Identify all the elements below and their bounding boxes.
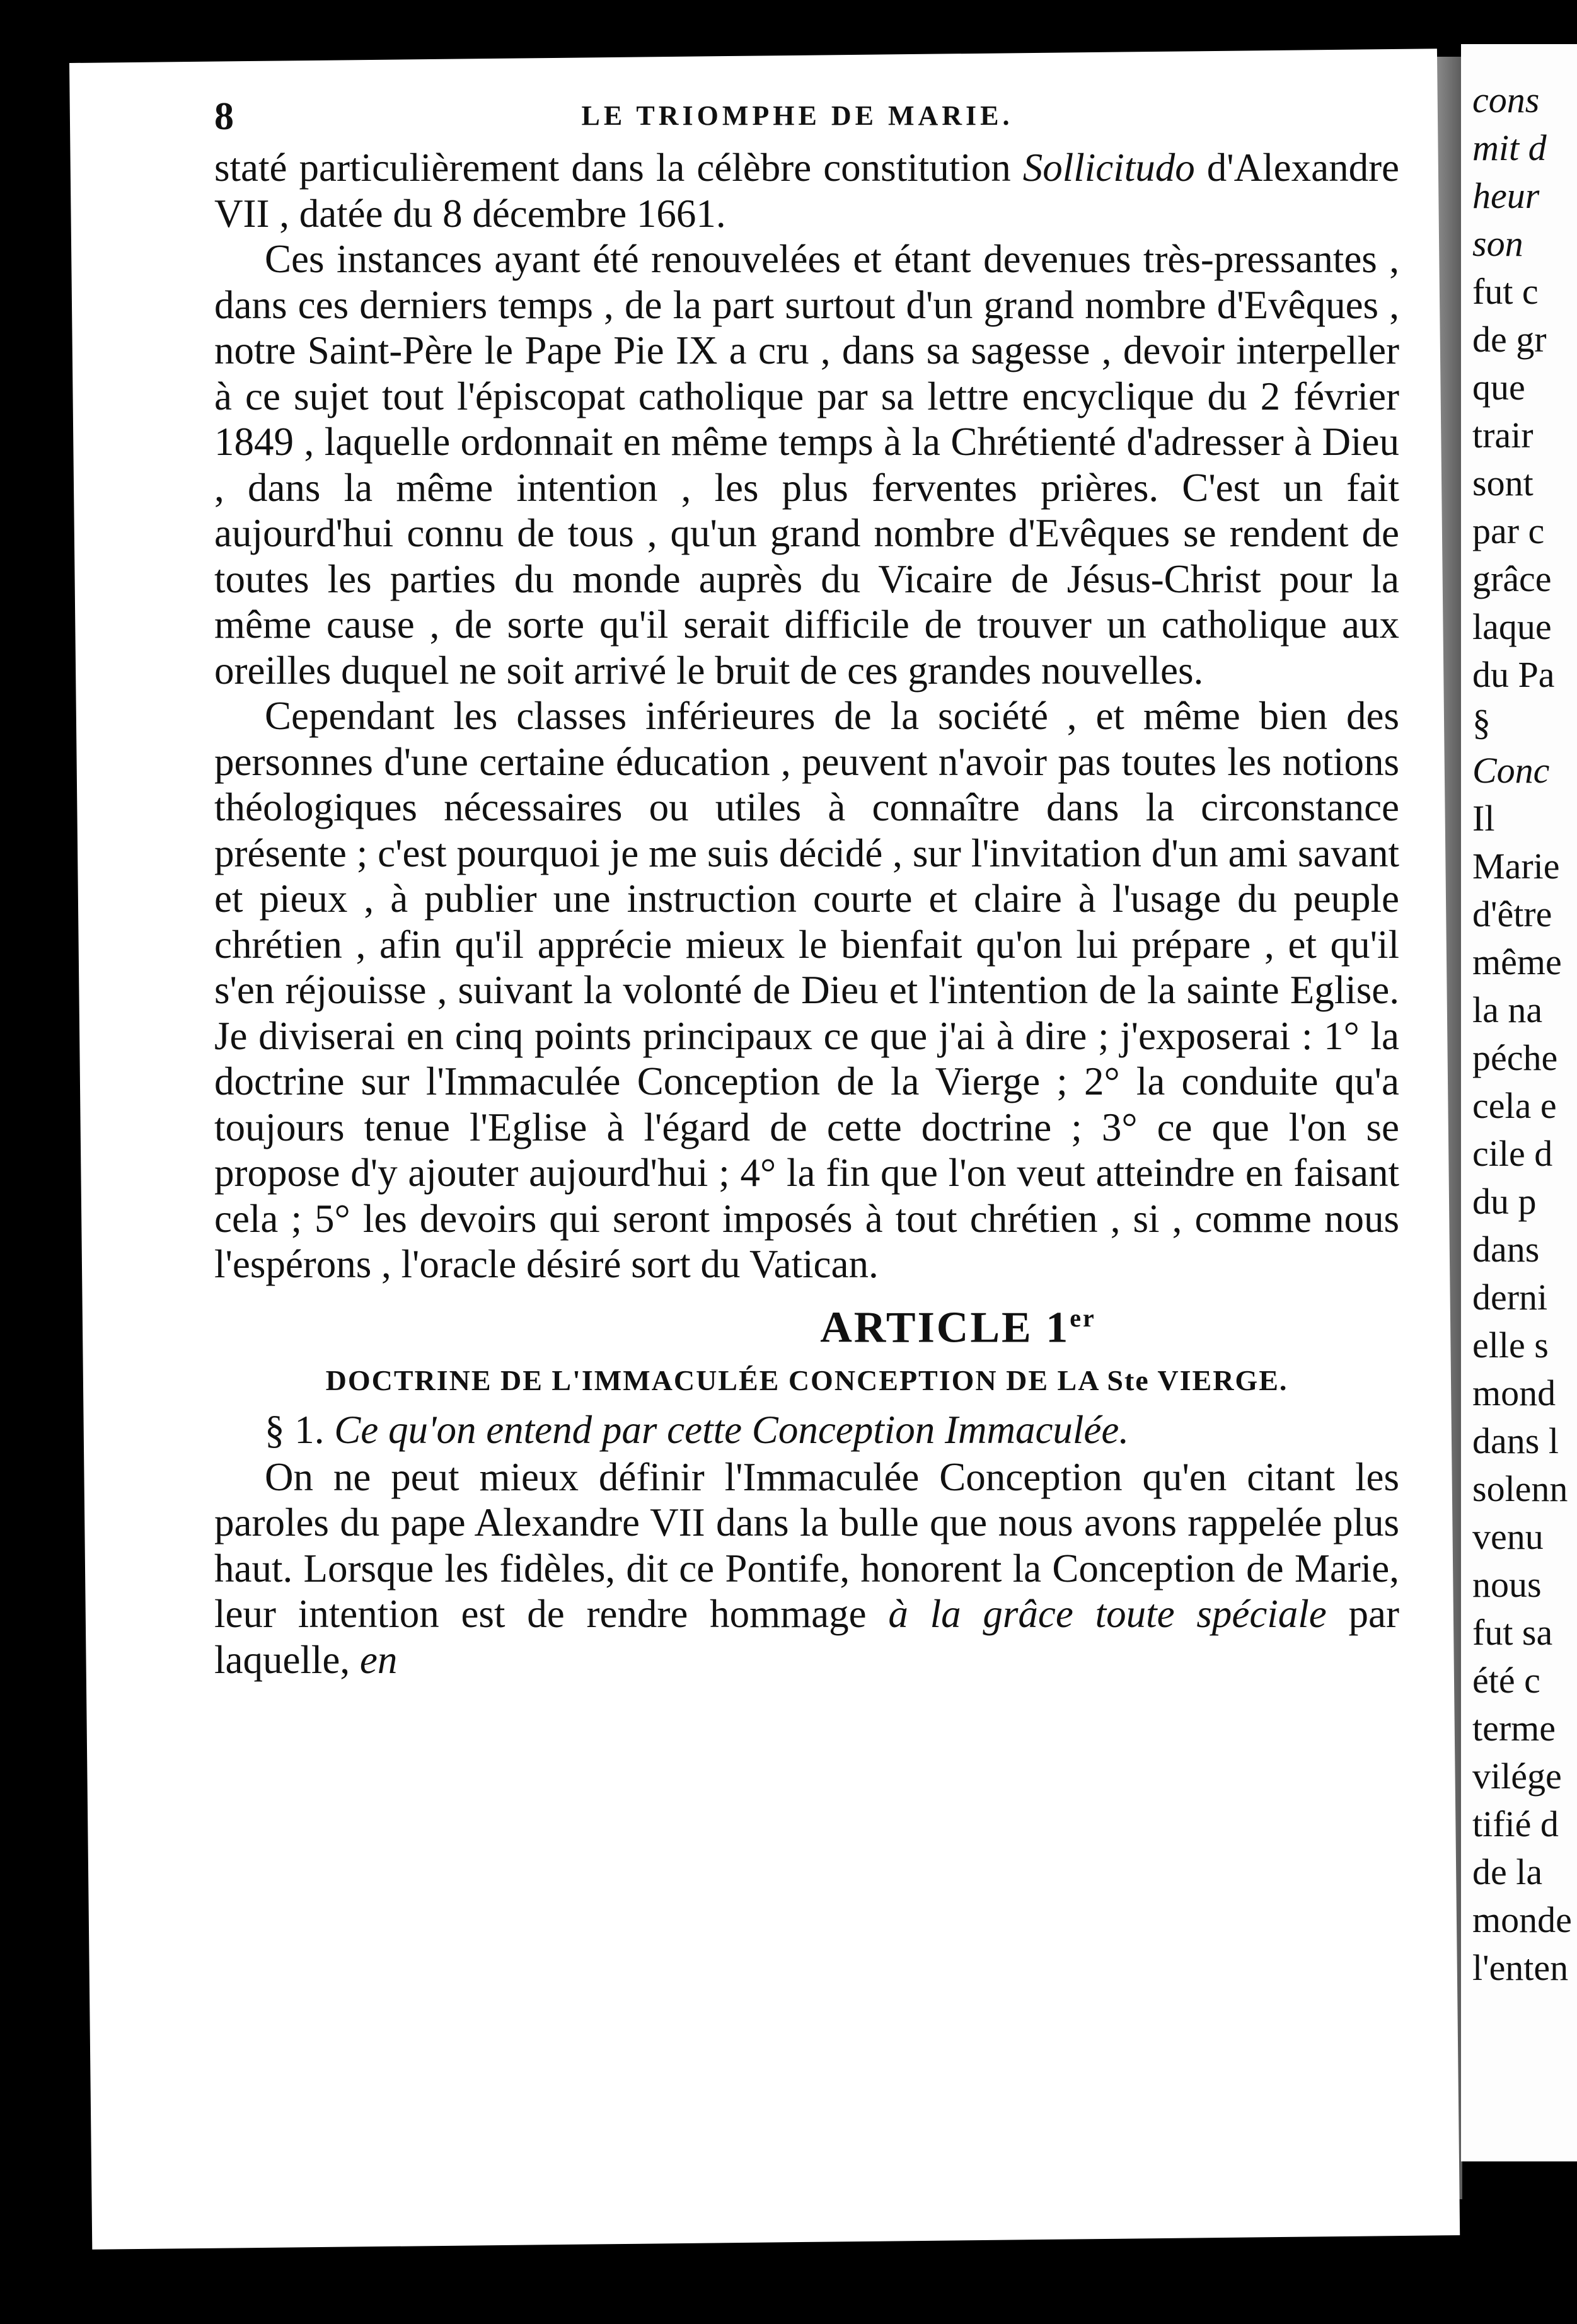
- text-segment: à la grâce toute spéciale: [888, 1592, 1327, 1637]
- facing-page-line: Conc: [1472, 750, 1550, 791]
- facing-page-line: son: [1472, 223, 1523, 264]
- facing-page-line: heur: [1472, 175, 1540, 216]
- facing-page-line: cile d: [1472, 1133, 1553, 1174]
- facing-page-line: laque: [1472, 606, 1552, 647]
- facing-page-line: solenn: [1472, 1468, 1568, 1509]
- text-segment: en: [359, 1637, 398, 1682]
- facing-page-line: que: [1472, 367, 1525, 408]
- facing-page-line: la na: [1472, 989, 1543, 1030]
- facing-page-line: nous: [1472, 1564, 1542, 1605]
- facing-page-line: du Pa: [1472, 654, 1555, 695]
- article-title: [517, 1290, 1399, 1356]
- page-header: [214, 95, 1380, 145]
- facing-page-line: fut c: [1472, 271, 1539, 312]
- paragraph-4: [214, 1454, 1399, 1683]
- facing-page-line: tifié d: [1472, 1803, 1559, 1844]
- facing-page-line: de gr: [1472, 319, 1547, 360]
- facing-page-line: été c: [1472, 1660, 1540, 1701]
- text-segment: par laquelle,: [214, 1592, 1399, 1682]
- section-number: § 1.: [265, 1407, 325, 1452]
- facing-page-line: d'être: [1472, 894, 1552, 935]
- section-heading: [214, 1405, 1399, 1454]
- facing-page-line: mit d: [1472, 127, 1547, 168]
- facing-page-line: mond: [1472, 1372, 1556, 1413]
- facing-page-line: terme: [1472, 1708, 1556, 1749]
- paragraph-2: [214, 236, 1399, 693]
- article-title-sup: er: [1070, 1303, 1096, 1332]
- facing-page-line: §: [1472, 702, 1491, 743]
- text-segment: Sollicitudo: [1022, 146, 1195, 190]
- facing-page-line: venu: [1472, 1516, 1544, 1557]
- facing-page-line: derni: [1472, 1277, 1548, 1318]
- text-segment: d'Alexandre VII , datée du 8 décembre 1661.: [214, 146, 1400, 236]
- facing-page-line: cons: [1472, 79, 1540, 120]
- facing-page-line: dans l: [1472, 1420, 1559, 1461]
- body-text: [214, 145, 1399, 1683]
- facing-page-line: par c: [1472, 510, 1545, 551]
- facing-page-fragment: [1461, 44, 1577, 2161]
- facing-page-line: trair: [1472, 415, 1534, 456]
- section-title: Ce qu'on entend par cette Conception Immaculée.: [334, 1407, 1129, 1452]
- facing-page-line: cela e: [1472, 1085, 1557, 1126]
- facing-page-line: dans: [1472, 1229, 1540, 1270]
- paragraph-1: [214, 145, 1399, 236]
- facing-page-line: monde: [1472, 1899, 1572, 1940]
- facing-page-line: vilége: [1472, 1756, 1562, 1797]
- paragraph-3: [214, 693, 1399, 1287]
- facing-page-line: fut sa: [1472, 1612, 1553, 1653]
- facing-page-line: péche: [1472, 1037, 1558, 1078]
- article-title-text: ARTICLE 1: [820, 1303, 1070, 1352]
- facing-page-line: elle s: [1472, 1325, 1549, 1366]
- facing-page-line: du p: [1472, 1181, 1537, 1222]
- text-segment: Cependant les classes inférieures de la société , et même bien des personnes d'une certaine éducation , peuvent n'avoir pas toutes les notions théologiques nécessaires ou utiles à connaître dans la circonstance présente ; c'est pourquoi je me suis décidé , sur l'invitation d'un ami savant et pieux , à publier une instruction courte et claire à l'usage du peuple chrétien , afin qu'il apprécie mieux le bienfait qu'on lui prépare , et qu'il s'en réjouisse , suivant la volonté de Dieu et l'intention de la sainte Eglise. Je diviserai en cinq points principaux ce que j'ai à dire ; j'exposerai : 1° la doctrine sur l'Immaculée Conception de la Vierge ; 2° la conduite qu'a toujours tenue l'Eglise à l'égard de cette doctrine ; 3° ce que l'on se propose d'y ajouter aujourd'hui ; 4° la fin que l'on veut atteindre en faisant cela ; 5° les devoirs qui seront imposés à tout chrétien , si , comme nous l'espérons , l'oracle désiré sort du Vatican.: [214, 694, 1399, 1286]
- running-title: LE TRIOMPHE DE MARIE.: [581, 100, 1014, 131]
- page-number: 8: [214, 95, 234, 138]
- facing-page-line: sont: [1472, 463, 1534, 503]
- facing-page-line: l'enten: [1472, 1947, 1569, 1988]
- text-segment: Ces instances ayant été renouvelées et étant devenues très-pressantes , dans ces derniers temps , de la part surtout d'un grand nombre d'Evêques , notre Saint-Père le Pape Pie IX a cru , dans sa sagesse , devoir interpeller à ce sujet tout l'épiscopat catholique par sa lettre encyclique du 2 février 1849 , laquelle ordonnait en même temps à la Chrétienté d'adresser à Dieu , dans la même intention , les plus ferventes prières. C'est un fait aujourd'hui connu de tous , qu'un grand nombre d'Evêques se rendent de toutes les parties du monde auprès du Vicaire de Jésus-Christ pour la même cause , de sorte qu'il serait difficile de trouver un catholique aux oreilles duquel ne soit arrivé le bruit de ces grandes nouvelles.: [214, 237, 1399, 693]
- article-subtitle: DOCTRINE DE L'IMMACULÉE CONCEPTION DE LA Ste VIERGE.: [325, 1364, 1288, 1396]
- facing-page-line: grâce: [1472, 558, 1552, 599]
- facing-page-line: de la: [1472, 1851, 1543, 1892]
- facing-page-line: Il: [1472, 798, 1495, 839]
- facing-page-line: Marie: [1472, 846, 1560, 887]
- text-segment: On ne peut mieux définir l'Immaculée Conception qu'en citant les paroles du pape Alexandre VII dans la bulle que nous avons rappelée plus haut. Lorsque les fidèles, dit ce Pontife, honorent la Conception de Marie, leur intention est de rendre hommage: [214, 1454, 1399, 1637]
- text-segment: staté particulièrement dans la célèbre constitution: [214, 146, 1023, 190]
- facing-page-line: même: [1472, 941, 1562, 982]
